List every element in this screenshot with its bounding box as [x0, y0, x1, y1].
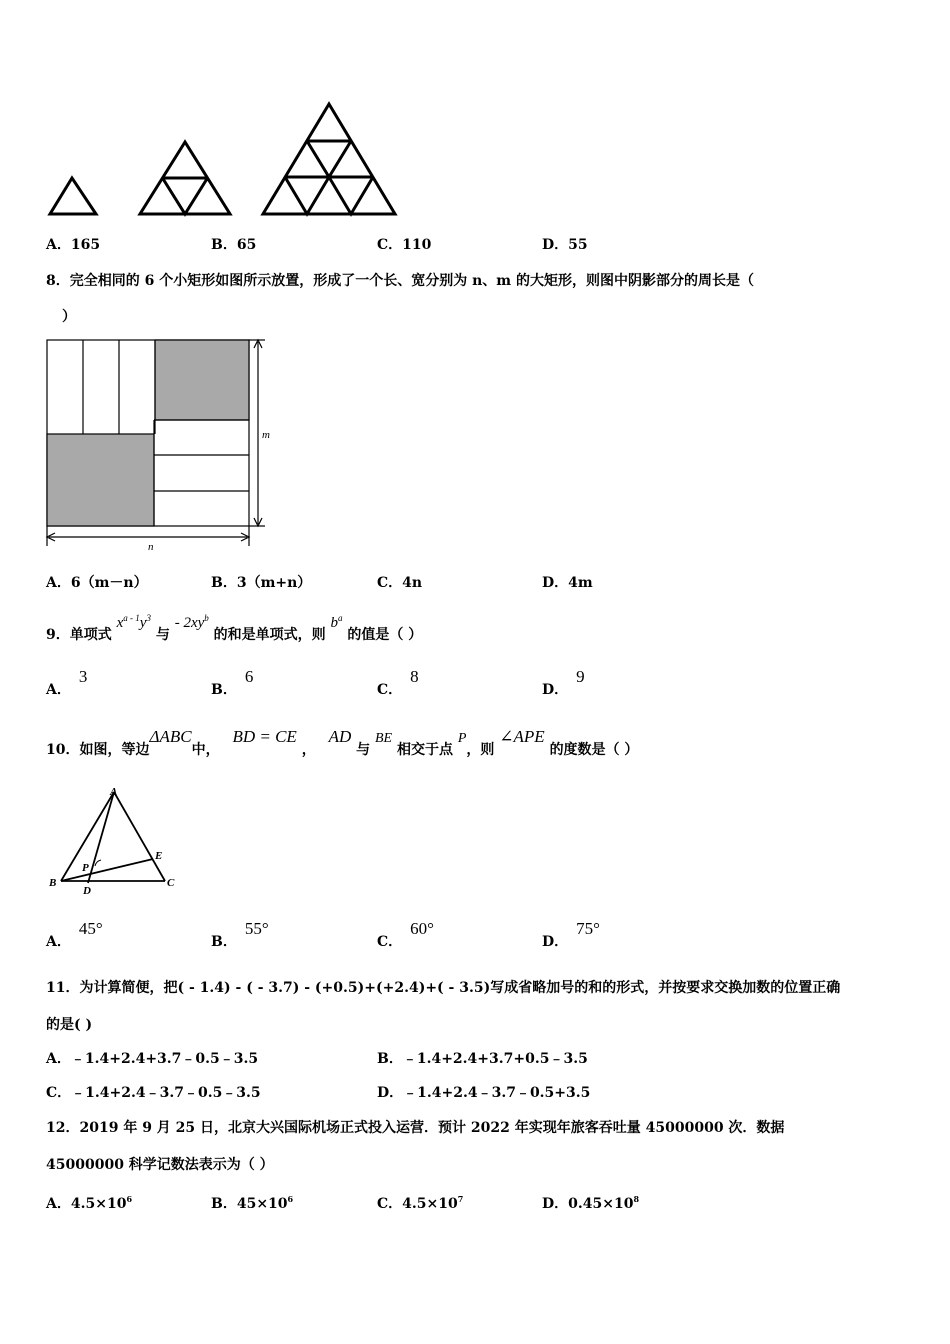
fig-label-c: C [167, 877, 175, 889]
q8-option-d[interactable]: D．4m [542, 575, 593, 591]
q9-option-d[interactable]: D．9 [542, 667, 585, 698]
q7-option-d[interactable]: D．55 [542, 237, 588, 253]
q12-question-line2: 45000000 科学记数法表示为（ ） [46, 1157, 274, 1173]
q11-option-d[interactable]: D．﹣1.4+2.4﹣3.7﹣0.5+3.5 [377, 1085, 591, 1101]
q10-option-a[interactable]: A．45° [46, 919, 103, 950]
q8-option-c[interactable]: C．4n [377, 575, 423, 591]
q12-question-line1: 12．2019 年 9 月 25 日，北京大兴国际机场正式投入运营．预计 2022 年实现年旅客吞吐量 45000000 次．数据 [46, 1120, 785, 1136]
q8-question-line2: ） [62, 309, 76, 325]
q9-option-a[interactable]: A．3 [46, 667, 88, 698]
q11-question-line2: 的是( ) [46, 1017, 93, 1033]
fig-label-a: A [110, 786, 118, 798]
q9-question: 9．单项式 $x^{a - 1}y^3$ 与 - $2xy^b$ 的和是单项式，则 $b^a$ 的值是（ ） [46, 613, 423, 643]
fig-label-p: P [82, 862, 89, 874]
q11-option-b[interactable]: B．﹣1.4+2.4+3.7+0.5﹣3.5 [377, 1051, 588, 1067]
q10-option-b[interactable]: B．55° [211, 919, 269, 950]
q10-option-c[interactable]: C．60° [377, 919, 434, 950]
fig-label-e: E [155, 850, 163, 862]
q12-option-b[interactable]: B．$45\times 10^6$ [211, 1194, 294, 1212]
q9-option-c[interactable]: C．8 [377, 667, 419, 698]
q10-question: 10．如图，等边ΔABC中， BD = CE ， AD 与 BE 相交于点 P，则 ∠APE 的度数是（ ） [46, 727, 639, 758]
label-m: m [262, 429, 270, 441]
q11-option-c[interactable]: C．﹣1.4+2.4﹣3.7﹣0.5﹣3.5 [46, 1085, 261, 1101]
fig-label-d: D [83, 885, 91, 897]
q8-question-line1: 8．完全相同的 6 个小矩形如图所示放置，形成了一个长、宽分别为 n、m 的大矩形，则图中阴影部分的周长是（ [46, 273, 754, 289]
q7-option-a[interactable]: A．165 [46, 237, 101, 253]
q8-option-b[interactable]: B．3（m+n） [211, 575, 312, 591]
label-n: n [148, 541, 154, 553]
q7-option-b[interactable]: B．65 [211, 237, 257, 253]
q12-option-c[interactable]: C．$4.5\times 10^7$ [377, 1194, 464, 1212]
q12-option-d[interactable]: D．$0.45\times 10^8$ [542, 1194, 640, 1212]
q11-option-a[interactable]: A．﹣1.4+2.4+3.7﹣0.5﹣3.5 [46, 1051, 259, 1067]
q9-option-b[interactable]: B．6 [211, 667, 254, 698]
q7-option-c[interactable]: C．110 [377, 237, 432, 253]
q11-question-line1: 11．为计算简便，把( - 1.4) - ( - 3.7) - (+0.5)+(+2.4)+( - 3.5)写成省略加号的和的形式，并按要求交换加数的位置正确 [46, 980, 841, 996]
q8-option-a[interactable]: A．6（m－n） [46, 575, 148, 591]
q12-option-a[interactable]: A．$4.5\times 10^6$ [46, 1194, 133, 1212]
q10-option-d[interactable]: D．75° [542, 919, 600, 950]
fig-label-b: B [49, 877, 57, 889]
